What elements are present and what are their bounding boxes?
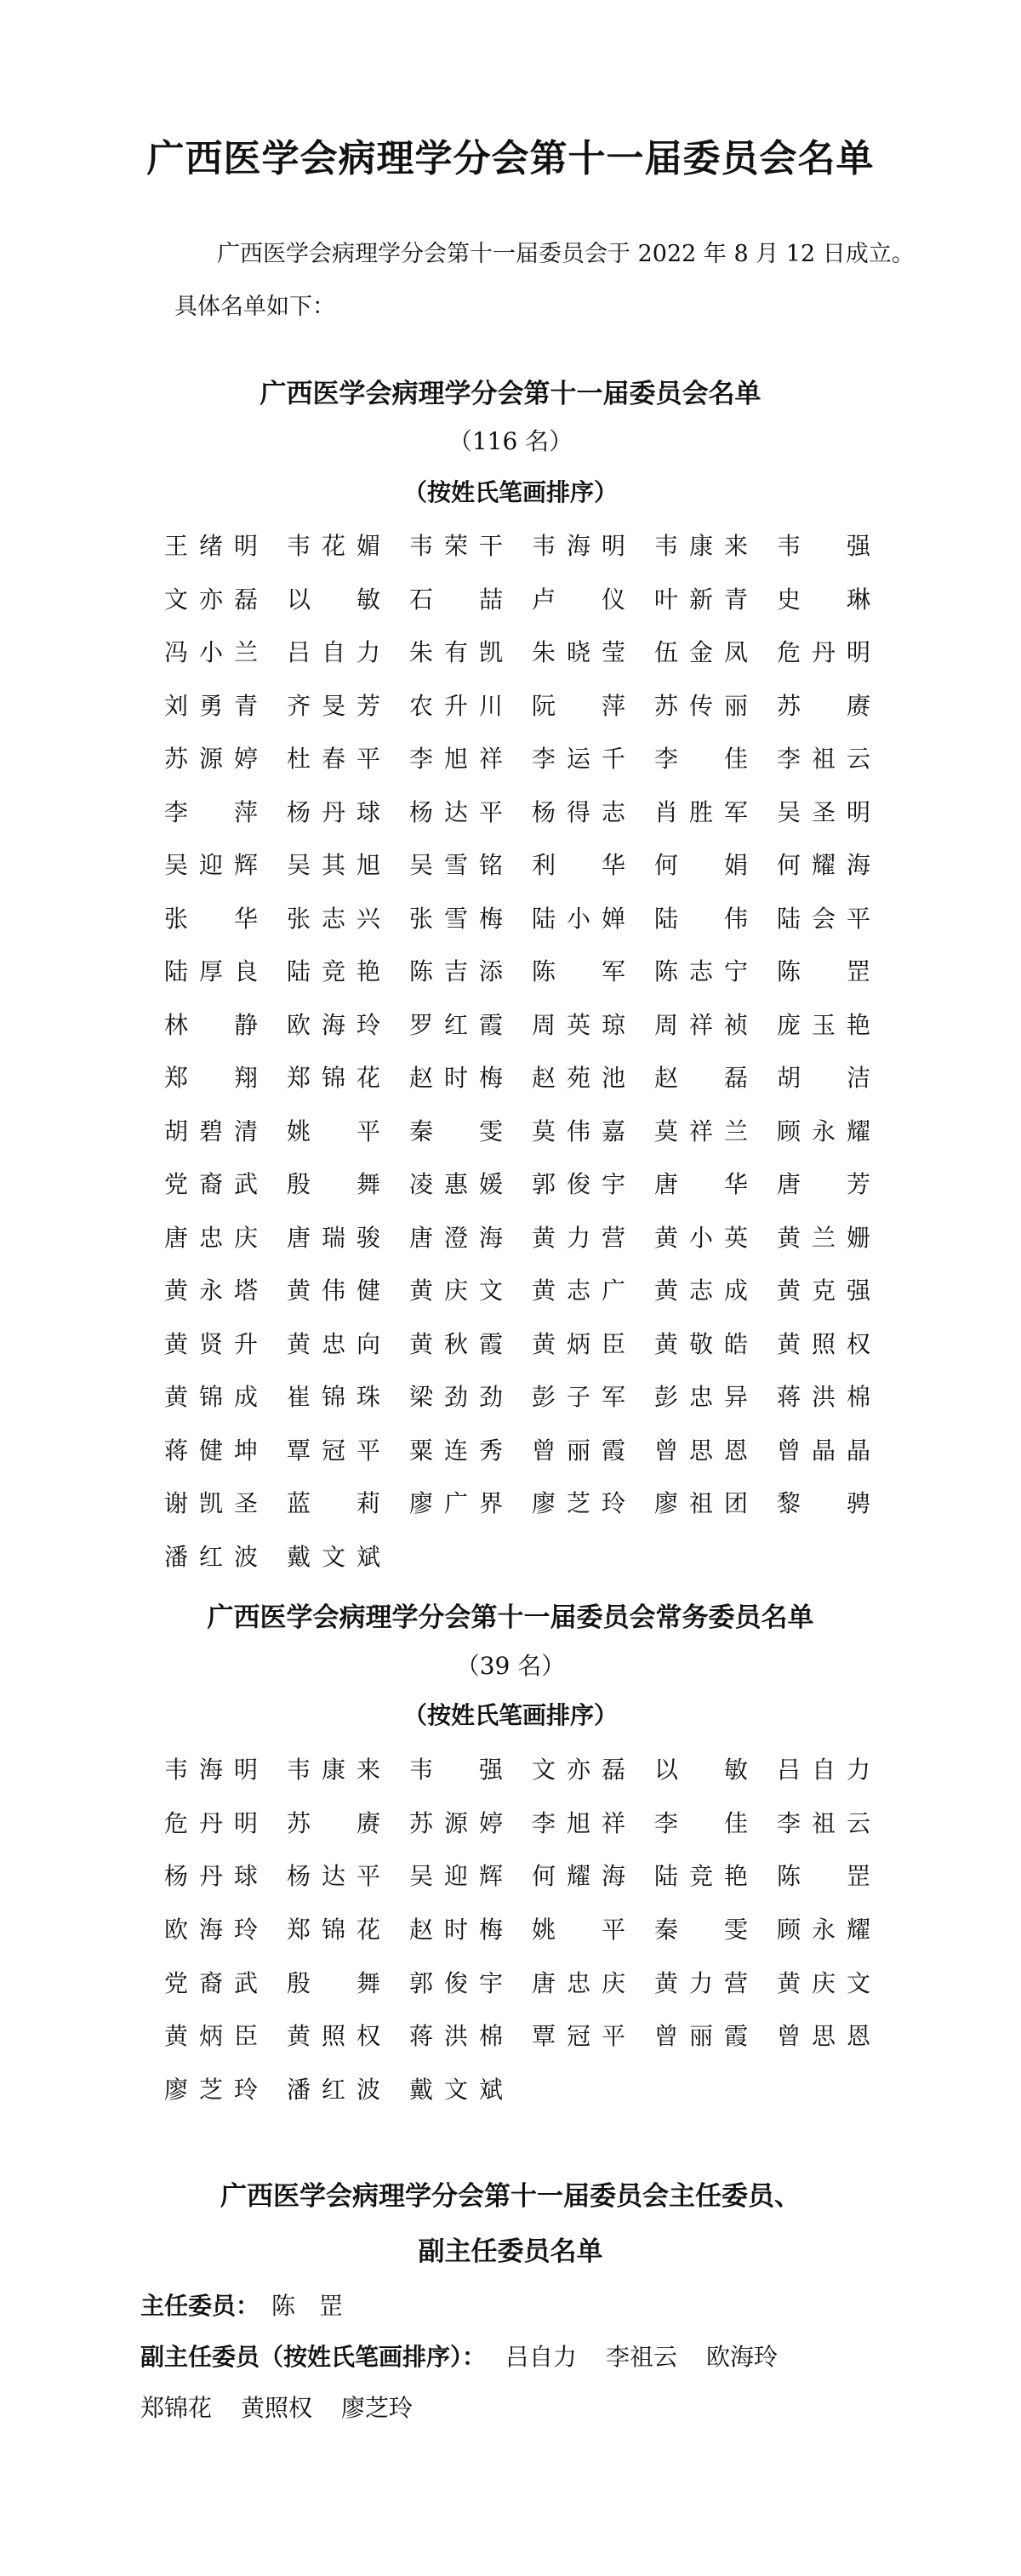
vice-chair-label: 副主任委员（按姓氏笔画排序）：	[140, 2343, 487, 2371]
member-name: 苏源婷	[164, 745, 258, 773]
member-name: 罗红霞	[409, 1010, 503, 1039]
member-name: 刘勇青	[164, 691, 258, 720]
member-name: 党裔武	[164, 1968, 258, 1997]
member-name: 苏 赓	[287, 1808, 380, 1837]
standing-names-grid	[164, 1744, 930, 2117]
member-name: 廖芝玲	[532, 1489, 625, 1517]
member-name: 叶新青	[654, 585, 748, 614]
member-name: 黄敬皓	[654, 1329, 748, 1358]
member-name: 以 敏	[654, 1756, 748, 1784]
member-name: 郑锦花	[287, 1064, 380, 1092]
member-name: 苏传丽	[654, 691, 748, 720]
committee-count: （116 名）	[448, 427, 573, 455]
member-name: 伍金凤	[654, 638, 748, 666]
member-name: 何 娟	[654, 851, 748, 879]
member-name: 卢 仪	[532, 585, 625, 614]
member-name: 廖芝玲	[164, 2076, 258, 2105]
member-name: 曾丽霞	[654, 2022, 748, 2051]
member-name: 韦荣干	[409, 532, 503, 560]
member-name: 吴圣明	[777, 797, 870, 826]
member-name: 胡 洁	[777, 1064, 870, 1092]
member-name: 韦海明	[532, 532, 625, 560]
member-name: 黄炳臣	[532, 1329, 625, 1358]
member-name: 黄克强	[777, 1277, 870, 1305]
member-name: 阮 萍	[532, 691, 625, 720]
member-name: 韦花媚	[287, 532, 380, 560]
member-name: 苏 赓	[777, 691, 870, 720]
member-name: 殷 舞	[287, 1170, 380, 1198]
member-name: 蒋健坤	[164, 1436, 258, 1465]
member-name: 王绪明	[164, 532, 258, 560]
member-name: 李祖云	[777, 745, 870, 773]
member-name: 朱晓莹	[532, 638, 625, 666]
member-name: 杨得志	[532, 797, 625, 826]
member-name: 韦康来	[287, 1756, 380, 1784]
standing-count: （39 名）	[455, 1652, 566, 1680]
member-name: 黄锦成	[164, 1383, 258, 1411]
chair-line	[140, 2288, 343, 2322]
member-name: 彭子军	[532, 1383, 625, 1411]
member-name: 农升川	[409, 691, 503, 720]
member-name: 杨丹球	[164, 1862, 258, 1891]
member-name: 文亦磊	[532, 1756, 625, 1784]
member-name: 唐澄海	[409, 1223, 503, 1252]
member-name: 黄力营	[654, 1968, 748, 1997]
member-name: 杨达平	[287, 1862, 380, 1891]
chair-label: 主任委员：	[140, 2292, 260, 2320]
member-name: 周英琼	[532, 1010, 625, 1039]
member-name: 赵苑池	[532, 1064, 625, 1092]
member-name: 吴其旭	[287, 851, 380, 879]
member-name: 黄庆文	[409, 1277, 503, 1305]
member-name: 黄秋霞	[409, 1329, 503, 1358]
member-name: 陈 罡	[777, 1862, 870, 1891]
member-name: 莫祥兰	[654, 1117, 748, 1145]
member-name: 黄庆文	[777, 1968, 870, 1997]
member-name: 莫伟嘉	[532, 1117, 625, 1145]
member-name: 危丹明	[164, 1808, 258, 1837]
member-name: 欧海玲	[287, 1010, 380, 1039]
member-name: 韦海明	[164, 1756, 258, 1784]
member-name: 唐忠庆	[532, 1968, 625, 1997]
member-name: 黄永塔	[164, 1277, 258, 1305]
member-name: 吕自力	[777, 1756, 870, 1784]
member-name: 韦 强	[777, 532, 870, 560]
member-name: 粟连秀	[409, 1436, 503, 1465]
member-name: 黄炳臣	[164, 2022, 258, 2051]
member-name: 朱有凯	[409, 638, 503, 666]
member-name: 李祖云	[777, 1808, 870, 1837]
member-name: 黄伟健	[287, 1277, 380, 1305]
vice-chair-name: 欧海玲	[705, 2343, 778, 2371]
member-name: 李 萍	[164, 797, 258, 826]
member-name: 何耀海	[532, 1862, 625, 1891]
vice-chair-name: 廖芝玲	[341, 2394, 414, 2422]
member-name: 李 佳	[654, 1808, 748, 1837]
member-name: 蒋洪棉	[409, 2022, 503, 2051]
member-name: 黄志广	[532, 1277, 625, 1305]
member-name: 潘红波	[287, 2076, 380, 2105]
member-name: 黎 骋	[777, 1489, 870, 1517]
member-name: 凌惠媛	[409, 1170, 503, 1198]
member-name: 蓝 莉	[287, 1489, 380, 1517]
member-name: 齐旻芳	[287, 691, 380, 720]
member-name: 廖祖团	[654, 1489, 748, 1517]
member-name: 秦 雯	[409, 1117, 503, 1145]
member-name: 文亦磊	[164, 585, 258, 614]
member-name: 谢凯圣	[164, 1489, 258, 1517]
committee-names-grid	[164, 520, 930, 1584]
member-name: 陆 伟	[654, 904, 748, 933]
member-name: 史 琳	[777, 585, 870, 614]
member-name: 李旭祥	[409, 745, 503, 773]
member-name: 杨丹球	[287, 797, 380, 826]
member-name: 吴迎辉	[164, 851, 258, 879]
member-name: 陆竞艳	[287, 957, 380, 985]
intro-paragraph: 广西医学会病理学分会第十一届委员会于 2022 年 8 月 12 日成立。具体名单如下：	[174, 241, 915, 320]
member-name: 陆厚良	[164, 957, 258, 985]
member-name: 唐瑞骏	[287, 1223, 380, 1252]
leaders-title-line2: 副主任委员名单	[418, 2236, 603, 2267]
member-name: 潘红波	[164, 1542, 258, 1571]
chair-name: 陈 罡	[271, 2292, 344, 2320]
member-name: 黄力营	[532, 1223, 625, 1252]
member-name: 韦康来	[654, 532, 748, 560]
vice-chair-names-2	[140, 2394, 442, 2422]
member-name: 黄志成	[654, 1277, 748, 1305]
member-name: 陈吉添	[409, 957, 503, 985]
member-name: 陈 军	[532, 957, 625, 985]
member-name: 廖广界	[409, 1489, 503, 1517]
vice-chair-line-2	[140, 2390, 442, 2424]
member-name: 戴文斌	[287, 1542, 380, 1571]
member-name: 林 静	[164, 1010, 258, 1039]
member-name: 石 喆	[409, 585, 503, 614]
standing-title: 广西医学会病理学分会第十一届委员会常务委员名单	[207, 1602, 814, 1633]
vice-chair-name: 吕自力	[505, 2343, 577, 2371]
member-name: 陈志宁	[654, 957, 748, 985]
member-name: 彭忠异	[654, 1383, 748, 1411]
member-name: 覃冠平	[287, 1436, 380, 1465]
member-name: 唐 芳	[777, 1170, 870, 1198]
member-name: 崔锦珠	[287, 1383, 380, 1411]
member-name: 陈 罡	[777, 957, 870, 985]
member-name: 以 敏	[287, 585, 380, 614]
member-name: 利 华	[532, 851, 625, 879]
member-name: 何耀海	[777, 851, 870, 879]
member-name: 赵时梅	[409, 1916, 503, 1945]
member-name: 曾丽霞	[532, 1436, 625, 1465]
member-name: 肖胜军	[654, 797, 748, 826]
page-title: 广西医学会病理学分会第十一届委员会名单	[146, 137, 875, 180]
member-name: 黄照权	[777, 1329, 870, 1358]
member-name: 危丹明	[777, 638, 870, 666]
member-name: 殷 舞	[287, 1968, 380, 1997]
member-name: 戴文斌	[409, 2076, 503, 2105]
member-name: 唐忠庆	[164, 1223, 258, 1252]
member-name: 郭俊宇	[532, 1170, 625, 1198]
member-name: 唐 华	[654, 1170, 748, 1198]
member-name: 郑锦花	[287, 1916, 380, 1945]
vice-chair-line	[140, 2339, 807, 2373]
member-name: 曾晶晶	[777, 1436, 870, 1465]
member-name: 陆会平	[777, 904, 870, 933]
member-name: 张志兴	[287, 904, 380, 933]
member-name: 姚 平	[532, 1916, 625, 1945]
member-name: 梁劲劲	[409, 1383, 503, 1411]
member-name: 冯小兰	[164, 638, 258, 666]
member-name: 韦 强	[409, 1756, 503, 1784]
member-name: 苏源婷	[409, 1808, 503, 1837]
member-name: 赵 磊	[654, 1064, 748, 1092]
member-name: 胡碧清	[164, 1117, 258, 1145]
member-name: 黄照权	[287, 2022, 380, 2051]
member-name: 庞玉艳	[777, 1010, 870, 1039]
member-name: 顾永耀	[777, 1916, 870, 1945]
member-name: 李 佳	[654, 745, 748, 773]
member-name: 吴雪铭	[409, 851, 503, 879]
member-name: 陆竞艳	[654, 1862, 748, 1891]
member-name: 张 华	[164, 904, 258, 933]
member-name: 杜春平	[287, 745, 380, 773]
member-name: 曾思恩	[654, 1436, 748, 1465]
vice-chair-name: 郑锦花	[140, 2394, 213, 2422]
member-name: 黄小英	[654, 1223, 748, 1252]
committee-title: 广西医学会病理学分会第十一届委员会名单	[260, 379, 761, 409]
standing-order-note: （按姓氏笔画排序）	[402, 1701, 618, 1729]
member-name: 李运千	[532, 745, 625, 773]
member-name: 吴迎辉	[409, 1862, 503, 1891]
vice-chair-names-1	[505, 2343, 807, 2371]
member-name: 秦 雯	[654, 1916, 748, 1945]
member-name: 吕自力	[287, 638, 380, 666]
member-name: 郭俊宇	[409, 1968, 503, 1997]
member-name: 李旭祥	[532, 1808, 625, 1837]
member-name: 欧海玲	[164, 1916, 258, 1945]
member-name: 赵时梅	[409, 1064, 503, 1092]
member-name: 党裔武	[164, 1170, 258, 1198]
member-name: 姚 平	[287, 1117, 380, 1145]
member-name: 郑 翔	[164, 1064, 258, 1092]
member-name: 张雪梅	[409, 904, 503, 933]
member-name: 陆小婵	[532, 904, 625, 933]
member-name: 覃冠平	[532, 2022, 625, 2051]
leaders-title-line1: 广西医学会病理学分会第十一届委员会主任委员、	[220, 2181, 801, 2212]
member-name: 周祥祯	[654, 1010, 748, 1039]
member-name: 黄忠向	[287, 1329, 380, 1358]
member-name: 曾思恩	[777, 2022, 870, 2051]
member-name: 顾永耀	[777, 1117, 870, 1145]
member-name: 蒋洪棉	[777, 1383, 870, 1411]
member-name: 黄贤升	[164, 1329, 258, 1358]
vice-chair-name: 李祖云	[605, 2343, 677, 2371]
vice-chair-name: 黄照权	[241, 2394, 313, 2422]
committee-order-note: （按姓氏笔画排序）	[402, 478, 618, 506]
member-name: 黄兰姗	[777, 1223, 870, 1252]
member-name: 杨达平	[409, 797, 503, 826]
